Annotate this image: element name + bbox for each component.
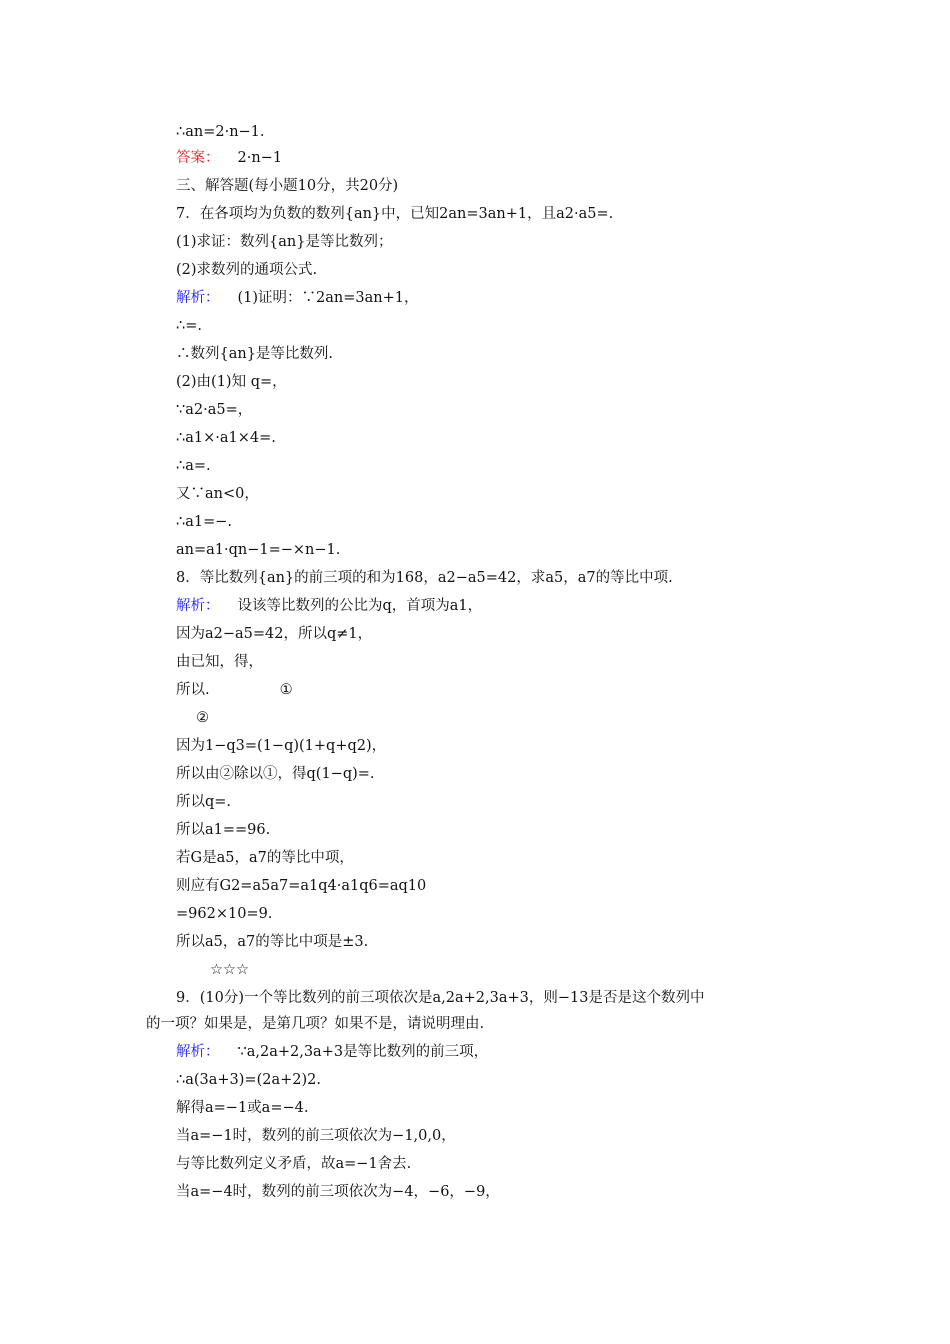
equation-marker-1: ① [279, 682, 293, 698]
line: ∴a1×·a1×4=. [176, 430, 276, 446]
line: ∴a(3a+3)=(2a+2)2. [176, 1072, 321, 1088]
line: ∴an=2·n−1. [176, 124, 265, 140]
answer-label: 答案： [176, 150, 220, 166]
line-text: 所以. [176, 682, 210, 698]
equation-marker-2: ② [196, 710, 209, 726]
stars-divider: ☆☆☆ [210, 962, 249, 978]
line: 因为1−q3=(1−q)(1+q+q2)， [176, 738, 387, 754]
line: ∴a1=−. [176, 514, 233, 530]
line: 所以q=. [176, 794, 232, 810]
solution-label: 解析： [176, 598, 220, 614]
question-7-part-2: (2)求数列的通项公式. [176, 262, 318, 278]
line: 则应有G2=a5a7=a1q4·a1q6=aq10 [176, 878, 427, 894]
line: =962×10=9. [176, 906, 273, 922]
question-9: 9．(10分)一个等比数列的前三项依次是a,2a+2,3a+3，则−13是否是这个数列中 [176, 990, 705, 1006]
line: 与等比数列定义矛盾，故a=−1舍去. [176, 1156, 412, 1172]
line: ∴数列{an}是等比数列. [176, 346, 334, 362]
line: 当a=−4时，数列的前三项依次为−4，−6，−9， [176, 1184, 500, 1200]
line: ∵a2·a5=， [176, 402, 253, 418]
line: 当a=−1时，数列的前三项依次为−1,0,0， [176, 1128, 456, 1144]
line: 所以a1==96. [176, 822, 271, 838]
line: 所以a5，a7的等比中项是±3. [176, 934, 369, 950]
solution-label: 解析： [176, 1044, 220, 1060]
section-heading: 三、解答题(每小题10分，共20分) [176, 178, 399, 194]
solution-label: 解析： [176, 290, 220, 306]
line: an=a1·qn−1=−×n−1. [176, 542, 341, 558]
solution-text: ∵a,2a+2,3a+3是等比数列的前三项， [237, 1044, 489, 1060]
line: 若G是a5，a7的等比中项， [176, 850, 354, 866]
question-9-cont: 的一项？如果是，是第几项？如果不是，请说明理由. [146, 1016, 485, 1032]
question-7-part-1: (1)求证：数列{an}是等比数列； [176, 234, 393, 250]
answer-value: 2·n−1 [237, 150, 283, 166]
line: 解得a=−1或a=−4. [176, 1100, 309, 1116]
line: ∴=. [176, 318, 202, 334]
line: 由已知，得， [176, 654, 263, 670]
line: (2)由(1)知 q=， [176, 374, 287, 390]
question-7: 7．在各项均为负数的数列{an}中，已知2an=3an+1，且a2·a5=. [176, 206, 614, 222]
solution-text: (1)证明：∵2an=3an+1， [237, 290, 419, 306]
line: ∴a=. [176, 458, 211, 474]
line: 所以由②除以①，得q(1−q)=. [176, 766, 375, 782]
question-8: 8．等比数列{an}的前三项的和为168，a2−a5=42，求a5，a7的等比中项. [176, 570, 673, 586]
solution-7-start [176, 288, 830, 308]
answer-line [176, 148, 830, 168]
line: 又∵an<0， [176, 486, 259, 502]
line [176, 680, 830, 700]
line: 因为a2−a5=42，所以q≠1， [176, 626, 373, 642]
solution-text: 设该等比数列的公比为q，首项为a1， [237, 598, 483, 614]
solution-9-start [176, 1042, 830, 1062]
solution-8-start [176, 596, 830, 616]
